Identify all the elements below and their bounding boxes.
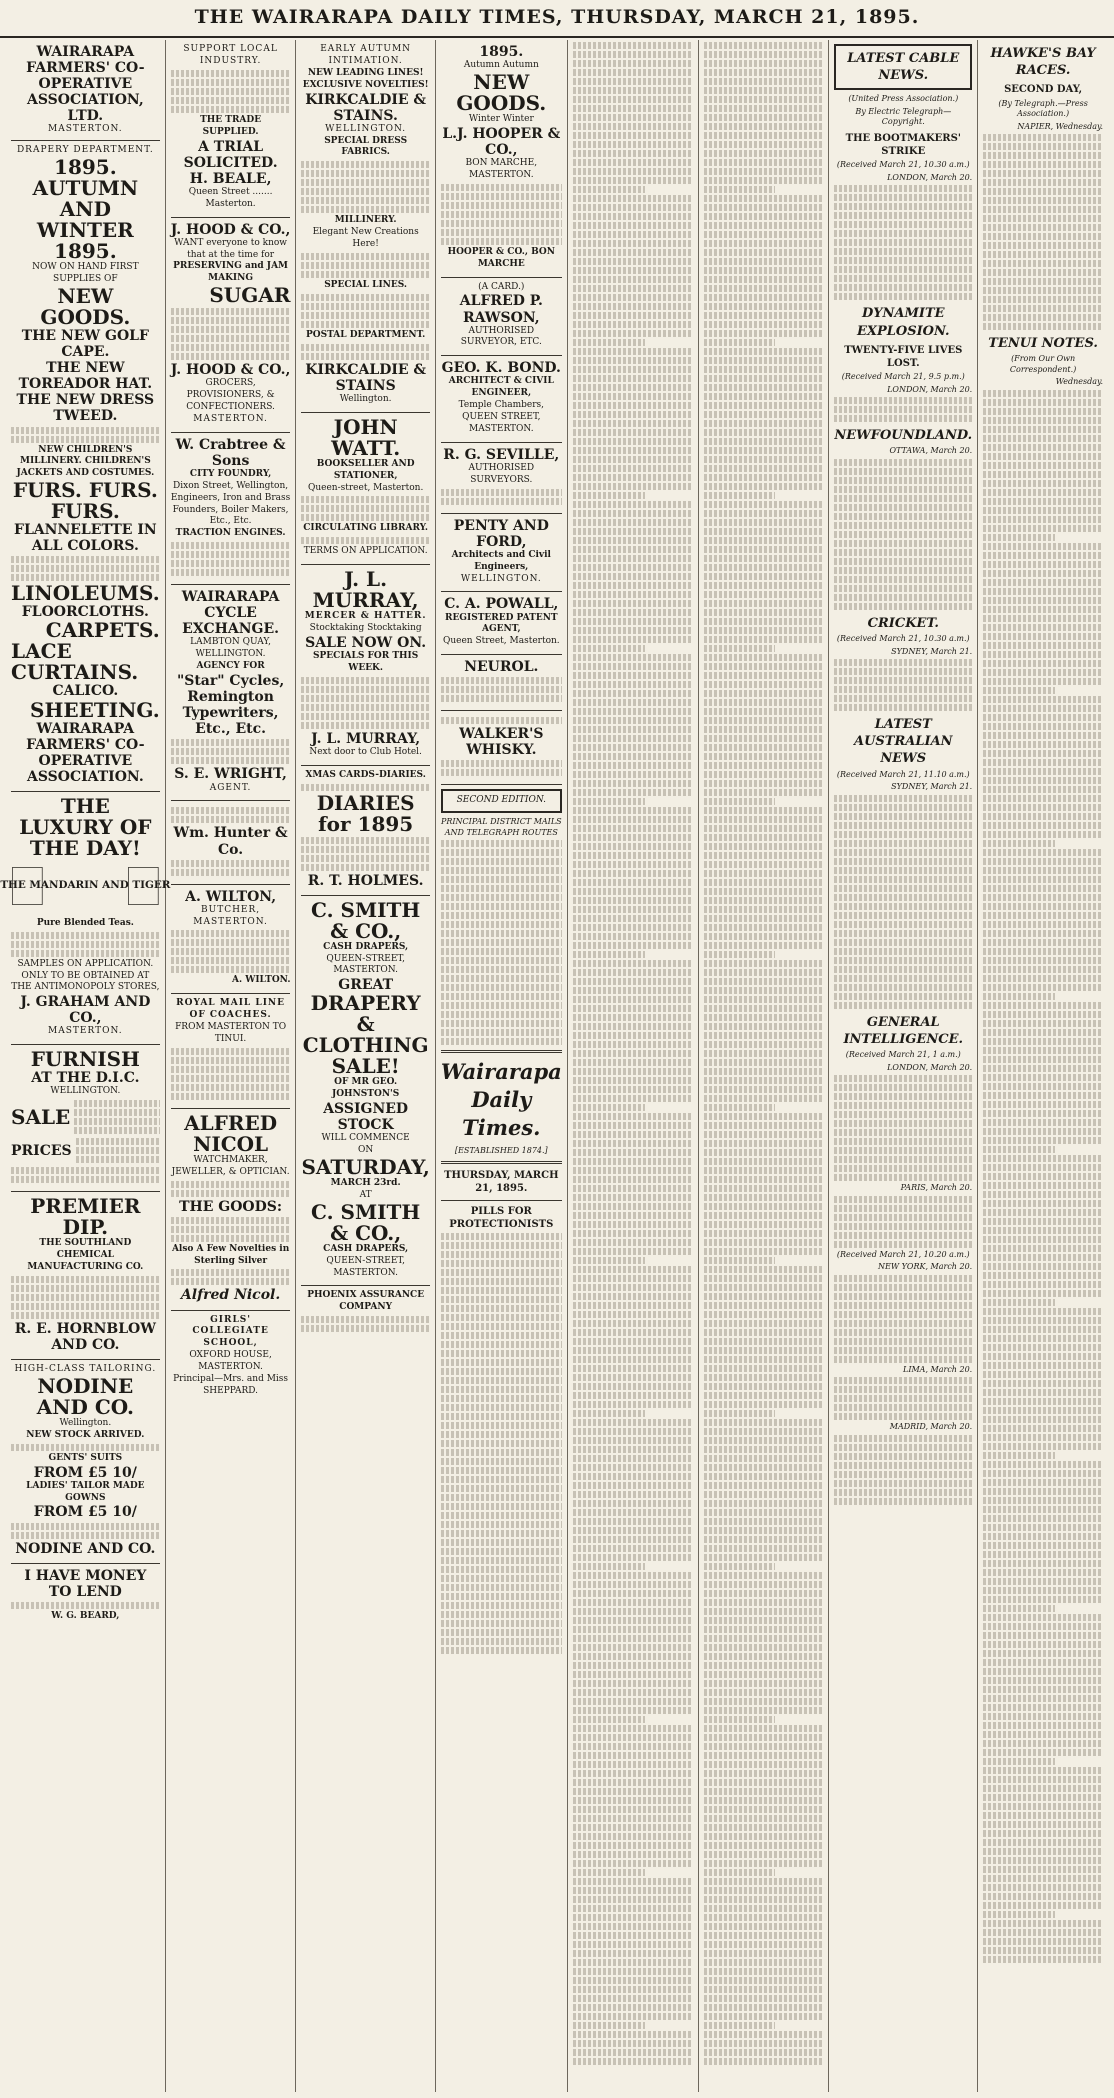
floorcloths: FLOORCLOTHS. [21,604,149,621]
butcher: BUTCHER, MASTERTON. [193,904,268,927]
second-day: SECOND DAY, [1004,84,1083,96]
wright: S. E. WRIGHT, [174,766,287,783]
australian: LATEST AUSTRALIAN NEWS [853,717,953,767]
cable-box [834,44,972,90]
nodine-town: Wellington. [59,1418,112,1428]
smith-role: CASH DRAPERS, [323,941,409,952]
seville: R. G. SEVILLE, [443,446,560,463]
column-5-body [573,42,693,2065]
rawson-role: AUTHORISED SURVEYOR, ETC. [460,325,542,348]
hood: J. HOOD & CO., [170,221,291,238]
year-1895-b: 1895. [54,239,117,264]
column-5 [568,40,699,2092]
press-assoc: (United Press Association.) [848,94,959,104]
great: GREAT [338,977,394,994]
saturday: SATURDAY, [301,1155,430,1180]
paper-nameplate: Wairarapa Daily Times. [440,1059,562,1140]
star-cycles: "Star" Cycles, Remington Typewriters, Etc., Etc. [176,673,285,738]
dic-ad [11,1045,160,1192]
received-4: (Received March 21, 11.10 a.m.) [836,769,970,779]
penty: PENTY AND FORD, [453,517,549,550]
second-edition: SECOND EDITION. [456,795,546,806]
beale-ad [171,40,291,218]
hood-2-town: MASTERTON. [193,413,268,424]
furnish: FURNISH [30,1047,140,1072]
smith: C. SMITH & CO., [311,897,421,943]
collegiate: GIRLS' COLLEGIATE SCHOOL, [192,1314,269,1349]
cycle-ad [171,585,291,801]
smith-ad [301,896,429,1287]
pure-blended: Pure Blended Teas. [36,917,134,928]
alfred-nicol: ALFRED NICOL [184,1110,278,1156]
novelties: Also A Few Novelties in Sterling Silver [171,1243,290,1266]
hunter-ad [171,801,291,884]
hooper-year: 1895. [479,44,524,60]
luxury: THE LUXURY OF THE DAY! [19,793,152,860]
london-3: LONDON, March 20. [887,1062,973,1072]
johnston: OF MR GEO. JOHNSTON'S [331,1077,400,1100]
column-4 [436,40,568,2092]
stock-arrived: NEW STOCK ARRIVED. [26,1429,145,1440]
tinui-notes: TENUI NOTES. [988,336,1098,352]
principal: Principal—Mrs. and Miss SHEPPARD. [173,1373,289,1396]
furs: FURS. FURS. FURS. [12,478,158,524]
special-lines: SPECIAL LINES. [324,279,408,290]
samples: SAMPLES ON APPLICATION. ONLY TO BE OBTAINED AT THE ANTIMONOPOLY STORES, [11,958,160,993]
murray-ad [301,565,429,766]
neurol-ad [441,655,562,711]
nodine: NODINE AND CO. [36,1374,134,1419]
madrid: MADRID, March 20. [889,1422,973,1432]
children-line: NEW CHILDREN'S MILLINERY. CHILDREN'S JACKETS AND COSTUMES. [16,444,155,479]
linoleums: LINOLEUMS. [11,581,160,606]
calico: CALICO. [52,683,119,700]
assigned: ASSIGNED STOCK [323,1101,409,1134]
temple: Temple Chambers, QUEEN STREET, MASTERTON. [458,400,545,434]
coach-ad [171,994,291,1109]
diaries: DIARIES for 1895 [316,790,415,836]
nicol-ad [171,1109,291,1311]
wilton-ad [171,885,291,995]
postal: POSTAL DEPARTMENT. [306,329,426,340]
autumn-label: Autumn Autumn [463,60,539,71]
tea-ad [0,792,171,1045]
hooper-new-goods: NEW GOODS. [456,69,547,115]
sugar: SUGAR [209,283,291,308]
ottawa: OTTAWA, March 20. [889,446,973,456]
dic-town: WELLINGTON. [50,1086,121,1097]
will: WILL COMMENCE [321,1133,410,1144]
neurol: NEUROL. [464,659,539,676]
kirk-town: WELLINGTON. [325,123,407,134]
newfoundland: NEWFOUNDLAND. [834,428,973,444]
beale-addr: Queen Street ....... Masterton. [188,186,273,209]
nodine-2: NODINE AND CO. [15,1540,156,1557]
drapery-department: DRAPERY DEPARTMENT. [16,145,154,156]
library: CIRCULATING LIBRARY. [303,523,429,534]
graham-town: MASTERTON. [48,1026,123,1037]
hawkes-bay: HAWKE'S BAY RACES. [990,46,1096,79]
hatuma: FROM MASTERTON TO TINUI. [175,1022,287,1044]
kirk2-town: Wellington. [339,393,392,404]
specials-week: SPECIALS FOR THIS WEEK. [313,650,419,673]
opening-line: NOW ON HAND FIRST SUPPLIES OF [32,262,139,285]
sydney-1: SYDNEY, March 21. [891,646,973,656]
college-ad [171,1311,291,1404]
lima: LIMA, March 20. [903,1364,973,1374]
card: (A CARD.) [478,281,525,292]
support-local: SUPPORT LOCAL INDUSTRY. [183,44,278,66]
powall-addr: Queen Street, Masterton. [442,636,560,647]
hood-2: J. HOOD & CO., [170,362,291,379]
southland: THE SOUTHLAND CHEMICAL MANUFACTURING CO. [27,1238,144,1273]
winter-label: Winter Winter [468,113,534,124]
beard: W. G. BEARD, [51,1610,120,1621]
hooper-ad [441,40,562,278]
own-corr: (From Our Own Correspondent.) [1009,354,1077,374]
napier: NAPIER, Wednesday. [1017,121,1103,131]
on: ON [358,1145,374,1156]
dynamite: DYNAMITE EXPLOSION. [856,306,950,339]
toreador-hat: THE NEW TOREADOR HAT. [18,360,153,393]
hood-2-sub: GROCERS, PROVISIONERS, & CONFECTIONERS. [186,378,275,412]
tailoring: HIGH-CLASS TAILORING. [14,1364,157,1375]
received-1: (Received March 21, 10.30 a.m.) [836,160,970,170]
wfca-ad [11,40,160,792]
penty-ad [441,514,562,593]
bond-ad [441,356,562,442]
beale: H. BEALE, [189,170,272,187]
column-6 [699,40,830,2092]
hood-ad [171,218,291,433]
money-to-lend: I HAVE MONEY TO LEND [24,1567,147,1600]
dress-tweed: THE NEW DRESS TWEED. [16,392,155,425]
autumn-winter: AUTUMN AND WINTER [32,176,139,243]
smith2-addr: QUEEN-STREET, MASTERTON. [326,1255,405,1278]
crabtree-ad [171,433,291,585]
phoenix-ad [301,1286,429,1340]
new-goods: NEW GOODS. [40,283,131,329]
wfca-title: WAIRARAPA FARMERS' CO-OPERATIVE ASSOCIATION, LTD. [26,44,145,125]
kirkcaldie-ad [301,40,429,413]
nicol-role: WATCHMAKER, JEWELLER, & OPTICIAN. [171,1154,290,1177]
sale-now: SALE NOW ON. [305,634,427,651]
graham-co: J. GRAHAM AND CO., [20,994,151,1027]
new-lines: NEW LEADING LINES! [307,67,424,78]
masthead: THE WAIRARAPA DAILY TIMES, THURSDAY, MARCH 21, 1895. [0,6,1114,38]
column-8-body [983,390,1103,1963]
smith-2: C. SMITH & CO., [311,1199,421,1245]
bookseller: BOOKSELLER AND STATIONER, [316,458,415,481]
murray-2-addr: Next door to Club Hotel. [309,746,422,757]
columns [0,40,1108,2092]
column-1 [0,40,171,2092]
at: AT [359,1189,372,1200]
bon-marche: BON MARCHE, MASTERTON. [465,158,538,180]
kirkcaldie: KIRKCALDIE & STAINS. [305,91,427,124]
bootmakers: THE BOOTMAKERS' STRIKE [845,132,961,158]
holmes: R. T. HOLMES. [307,872,424,889]
column-3 [296,40,435,2092]
tea-logo-icon [0,859,171,913]
holmes-ad [301,766,429,896]
bond: GEO. K. BOND. [441,360,561,377]
want-line: WANT everyone to know that at the time for [174,237,287,260]
crabtree: W. Crabtree & Sons [175,436,286,469]
general: GENERAL INTELLIGENCE. [843,1014,964,1047]
hooper-2: HOOPER & CO., BON MARCHE [447,246,555,269]
london-2: LONDON, March 20. [887,384,973,394]
mails-heading: PRINCIPAL DISTRICT MAILS AND TELEGRAPH ROUTES [440,817,562,837]
wright-role: AGENT. [209,782,252,793]
lives-lost: TWENTY-FIVE LIVES LOST. [844,344,963,369]
architects: Architects and Civil Engineers, [451,549,551,572]
wfca2: WAIRARAPA FARMERS' CO-OPERATIVE ASSOCIATION. [26,720,145,785]
march-23: MARCH 23rd. [330,1178,401,1189]
hunter: Wm. Hunter & Co. [173,825,288,858]
walker-ad [441,711,562,785]
preserving: PRESERVING and JAM MAKING [173,261,289,284]
column-8 [978,40,1108,2092]
prices: PRICES [11,1142,72,1159]
agency: AGENCY FOR [196,661,265,672]
premier-dip: PREMIER DIP. [30,1194,141,1240]
nicol-sign: Alfred Nicol. [180,1287,281,1304]
column-7 [829,40,978,2092]
kirkcaldie-2: KIRKCALDIE & STAINS [305,361,427,394]
watt-addr: Queen-street, Masterton. [307,482,424,493]
special-fabrics: SPECIAL DRESS FABRICS. [324,135,408,158]
nodine-ad [11,1360,160,1564]
cricket: CRICKET. [867,615,939,631]
carpets: CARPETS. [45,618,160,643]
penty-town: WELLINGTON. [460,573,542,584]
autumn-intimation: EARLY AUTUMN INTIMATION. [320,44,412,66]
wilton-sign: A. WILTON. [231,975,291,986]
oxford: OXFORD HOUSE, MASTERTON. [189,1350,272,1372]
drapery-sale: DRAPERY & CLOTHING SALE! [302,991,429,1079]
column-6-body [704,42,824,2065]
lambton: LAMBTON QUAY, WELLINGTON. [190,637,272,660]
mercer: MERCER & HATTER. [304,611,427,622]
patent-agent: REGISTERED PATENT AGENT, [444,612,558,635]
elegant: Elegant New Creations Here! [312,227,419,250]
cycle-exchange: WAIRARAPA CYCLE EXCHANGE. [181,589,280,638]
dic: AT THE D.I.C. [31,1070,140,1087]
gown-price: FROM £5 10/ [33,1504,137,1521]
seville-ad [441,443,562,514]
sheeting: SHEETING. [30,697,160,722]
millinery: MILLINERY. [334,215,397,226]
wednesday: Wednesday. [1055,377,1103,387]
terms: TERMS ON APPLICATION. [303,546,428,557]
dateline: THURSDAY, MARCH 21, 1895. [444,1170,559,1195]
powall-ad [441,592,562,655]
cable-heading: LATEST CABLE NEWS. [847,51,960,84]
new-york: NEW YORK, March 20. [878,1262,973,1272]
phoenix: PHOENIX ASSURANCE COMPANY [307,1290,425,1313]
golf-cape: THE NEW GOLF CAPE. [21,327,149,361]
pills-heading: PILLS FOR PROTECTIONISTS [449,1205,554,1230]
rawson-ad [441,278,562,357]
wilton: A. WILTON, [185,888,277,905]
premier-ad [11,1192,160,1360]
ladies-gowns: LADIES' TAILOR MADE GOWNS [26,1480,145,1503]
xmas: XMAS CARDS-DIARIES. [305,769,426,780]
mandarin-title: THE MANDARIN AND TIGER [0,879,171,892]
walker: WALKER'S WHISKY. [459,726,544,759]
engineers: Engineers, Iron and Brass Founders, Boiler Makers, Etc., Etc. [170,492,291,527]
hooper: L.J. HOOPER & CO., [442,125,561,158]
london-1: LONDON, March 20. [887,172,973,182]
col8-press: (By Telegraph.—Press Association.) [998,98,1088,119]
surveyors: AUTHORISED SURVEYORS. [468,462,535,485]
money-ad [11,1564,160,1629]
received-5: (Received March 21, 1 a.m.) [845,1050,961,1060]
john-watt: JOHN WATT. [331,414,401,460]
traction: TRACTION ENGINES. [175,528,286,539]
trial-solicited: A TRIAL SOLICITED. [183,138,278,171]
column-2 [166,40,297,2092]
smith2-role: CASH DRAPERS, [323,1243,409,1254]
paris: PARIS, March 20. [900,1183,973,1193]
wfca-town: MASTERTON. [48,124,123,135]
established: [ESTABLISHED 1874.] [454,1145,548,1155]
stocktaking: Stocktaking Stocktaking [309,623,422,633]
murray-2: J. L. MURRAY, [311,730,421,747]
coaches: ROYAL MAIL LINE OF COACHES. [176,998,286,1021]
the-goods: THE GOODS: [179,1198,283,1215]
sydney-2: SYDNEY, March 21. [891,782,973,792]
trade-supplied: THE TRADE SUPPLIED. [200,114,262,137]
second-edition-box [441,789,562,813]
suit-price: FROM £5 10/ [33,1464,137,1481]
year-1895: 1895. [54,155,117,180]
murray: J. L. MURRAY, [312,567,419,613]
city-foundry: CITY FOUNDRY, [189,468,272,479]
rawson: ALFRED P. RAWSON, [459,293,543,326]
foundry-addr: Dixon Street, Wellington, [173,480,289,491]
copyright: By Electric Telegraph—Copyright. [855,106,952,127]
flannelette: FLANNELETTE IN ALL COLORS. [14,522,157,555]
lace-curtains: LACE CURTAINS. [11,639,139,685]
watt-ad [301,413,429,565]
received-2: (Received March 21, 9.5 p.m.) [841,372,965,382]
hornblow: R. E. HORNBLOW AND CO. [14,1320,156,1354]
sale: SALE [11,1104,71,1129]
received-6: (Received March 21, 10.20 a.m.) [836,1249,970,1259]
architect: ARCHITECT & CIVIL ENGINEER, [448,376,554,399]
powall: C. A. POWALL, [444,596,559,613]
received-3: (Received March 21, 10.30 a.m.) [836,634,970,644]
exclusive: EXCLUSIVE NOVELTIES! [302,79,429,90]
gents-suits: GENTS' SUITS [48,1452,123,1463]
smith-addr: QUEEN-STREET, MASTERTON. [326,953,405,976]
